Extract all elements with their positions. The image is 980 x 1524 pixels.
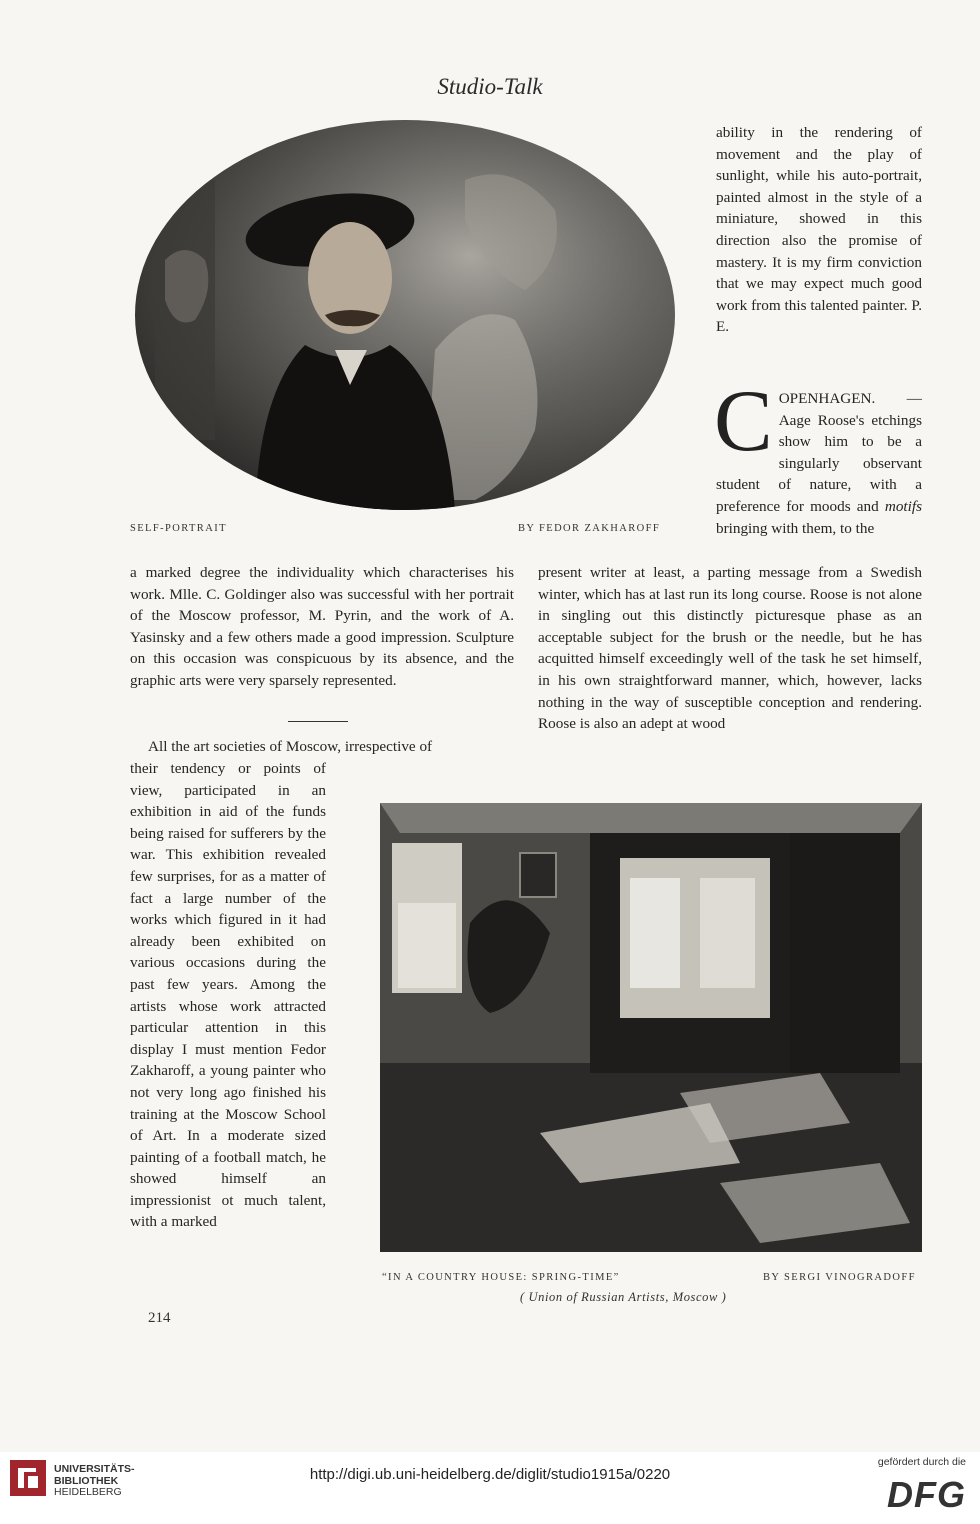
section-divider (288, 721, 348, 722)
left-paragraph-2-text: their tendency or points of view, participated in an exhibition in aid of the funds being raised for sufferers by the war. This exhibition revealed few surprises, for as a matter of fact a large number of the works which figured in it had already been exhibited on various occasions during the past few years. Among the artists whose work attracted particular attention in this display I must mention Fedor Zakharoff, a young painter who not very long ago finished his training at the Moscow School of Art. In a moderate sized painting of a football match, he showed himself an impressionist ot much talent, with a marked (130, 760, 326, 1231)
figure2-credit: ( Union of Russian Artists, Moscow ) (520, 1290, 727, 1304)
figure1-caption-title: SELF-PORTRAIT (130, 523, 227, 534)
funded-by-label: gefördert durch die (877, 1456, 966, 1468)
country-house-painting (380, 803, 922, 1252)
left-paragraph-1: a marked degree the individuality which characterises his work. Mlle. C. Goldinger also was successful with her portrait of the Moscow professor, M. Pyrin, and the work of A. Yasinsky and a few others made a good impression. Sculpture on this occasion was conspicuous by its absence, and the graphic arts were very sparsely represented. (130, 564, 514, 689)
drop-cap: C (714, 373, 773, 470)
library-line-2: BIBLIOTHEK (54, 1474, 119, 1487)
page-number: 214 (148, 1310, 171, 1326)
copenhagen-emphasis: motifs (884, 497, 922, 515)
right-column-top-text: ability in the rendering of movement and the play of sunlight, while his auto-portrait, painted almost in the style of a miniature, showed in this direction also the promise of mastery. It is my firm conviction that we may expect much good work from this talented painter. P. E. (716, 124, 922, 336)
copenhagen-text-2: bringing with them, to the (716, 519, 875, 537)
permalink-url[interactable]: http://digi.ub.uni-heidelberg.de/diglit/studio1915a/0220 (309, 1466, 671, 1483)
running-head: Studio-Talk (437, 74, 543, 99)
self-portrait-image (135, 120, 675, 510)
footer-bar (0, 1452, 980, 1524)
copenhagen-text-1: OPENHAGEN. —Aage Roose's etchings show him to be a singularly observant student of nature, with a preference for moods and (716, 390, 922, 515)
right-paragraph-1: present writer at least, a parting message from a Swedish winter, which has at last run its long course. Roose is not alone in singling out this distinctly picturesque phase as an acceptable subject for the brush or the needle, but he has acquitted himself exceedingly well of the task he set himself, in his own straightforward manner, which, however, lacks nothing in the way of susceptible conception and rendering. Roose is also an adept at wood (538, 564, 922, 733)
library-line-3: HEIDELBERG (54, 1486, 122, 1498)
figure1-caption-artist: BY FEDOR ZAKHAROFF (518, 523, 661, 534)
figure2-caption-artist: BY SERGI VINOGRADOFF (763, 1272, 916, 1283)
dfg-logo: DFG (887, 1474, 966, 1515)
copenhagen-paragraph (714, 373, 922, 539)
library-line-1: UNIVERSITÄTS- (54, 1463, 135, 1475)
left-paragraph-2-first-line: All the art societies of Moscow, irrespective of (148, 738, 433, 755)
figure2-caption-title: “IN A COUNTRY HOUSE: SPRING-TIME” (382, 1272, 620, 1283)
